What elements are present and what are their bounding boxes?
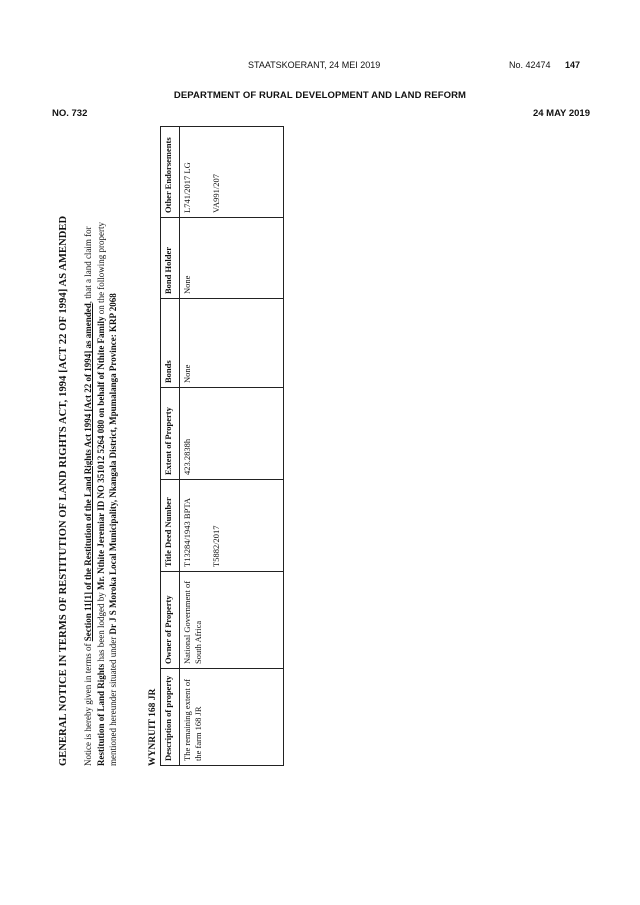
notice-line-1: [82, 146, 95, 766]
notice-line-3-pre: mentioned hereunder situated under: [108, 634, 118, 766]
table-row: [180, 127, 284, 766]
col-title-deed: Title Deed Number: [161, 480, 180, 572]
col-description: Description of property: [161, 669, 180, 766]
col-endorsements: Other Endorsements: [161, 127, 180, 218]
notice-line-2-mid: has been lodged by: [95, 590, 106, 664]
page-number: 147: [565, 60, 581, 70]
notice-number: NO. 732: [52, 108, 88, 119]
issue-number: No. 42474: [509, 60, 551, 70]
notice-line-2-post: on the following property: [95, 221, 106, 317]
notice-line-2: [95, 146, 108, 766]
general-notice-title: GENERAL NOTICE IN TERMS OF RESTITUTION OF LAND RIGHTS ACT, 1994 [ACT 22 OF 1994] AS AMENDED: [58, 215, 69, 766]
cell-endorsements: [180, 127, 284, 218]
cell-title-deed: [180, 480, 284, 572]
department-heading: DEPARTMENT OF RURAL DEVELOPMENT AND LAND REFORM: [173, 90, 467, 101]
notice-restitution-label: Restitution of Land Rights: [95, 663, 106, 766]
notice-location: Dr J S Moroka Local Municipality, Nkangala District, Mpumalanga Province: KRP 2068: [108, 293, 118, 635]
cell-description: The remaining extent of the farm 168 JR: [180, 669, 284, 766]
notice-date: 24 MAY 2019: [532, 108, 590, 119]
cell-extent: 423.2838h: [180, 388, 284, 480]
endorsement-1: L741/2017 LG: [182, 162, 192, 213]
notice-line-1-pre: Notice is hereby given in terms of: [83, 641, 93, 766]
property-table: [160, 126, 284, 766]
title-deed-1: T13284/1943 BPTA: [182, 498, 192, 567]
running-header: [0, 60, 640, 72]
endorsement-2: VA991/207: [211, 173, 221, 213]
cell-bonds: None: [180, 299, 284, 388]
col-owner: Owner of Property: [161, 572, 180, 669]
rotated-notice-block: [54, 126, 286, 766]
col-extent: Extent of Property: [161, 388, 180, 480]
col-bond-holder: Bond Holder: [161, 218, 180, 299]
notice-section-ref: Section 11[1] of the Restitution of the Land Rights Act 1994 [Act 22 of 1994] as amended: [83, 303, 93, 642]
title-deed-2: T5882/2017: [211, 525, 221, 567]
cell-owner: National Government of South Africa: [180, 572, 284, 669]
notice-claimant: Mr. Nthite Jeremiar ID NO 351012 5264 080 on behalf of Nthite Family: [95, 316, 106, 590]
gazette-title: STAATSKOERANT, 24 MEI 2019: [248, 60, 381, 70]
notice-line-3: [107, 146, 120, 766]
notice-paragraph: [82, 146, 120, 766]
col-bonds: Bonds: [161, 299, 180, 388]
notice-line-1-post: , that a land claim for: [83, 226, 93, 304]
cell-bond-holder: None: [180, 218, 284, 299]
farm-name: WYNRUIT 168 JR: [148, 688, 158, 766]
table-header-row: [161, 127, 180, 766]
